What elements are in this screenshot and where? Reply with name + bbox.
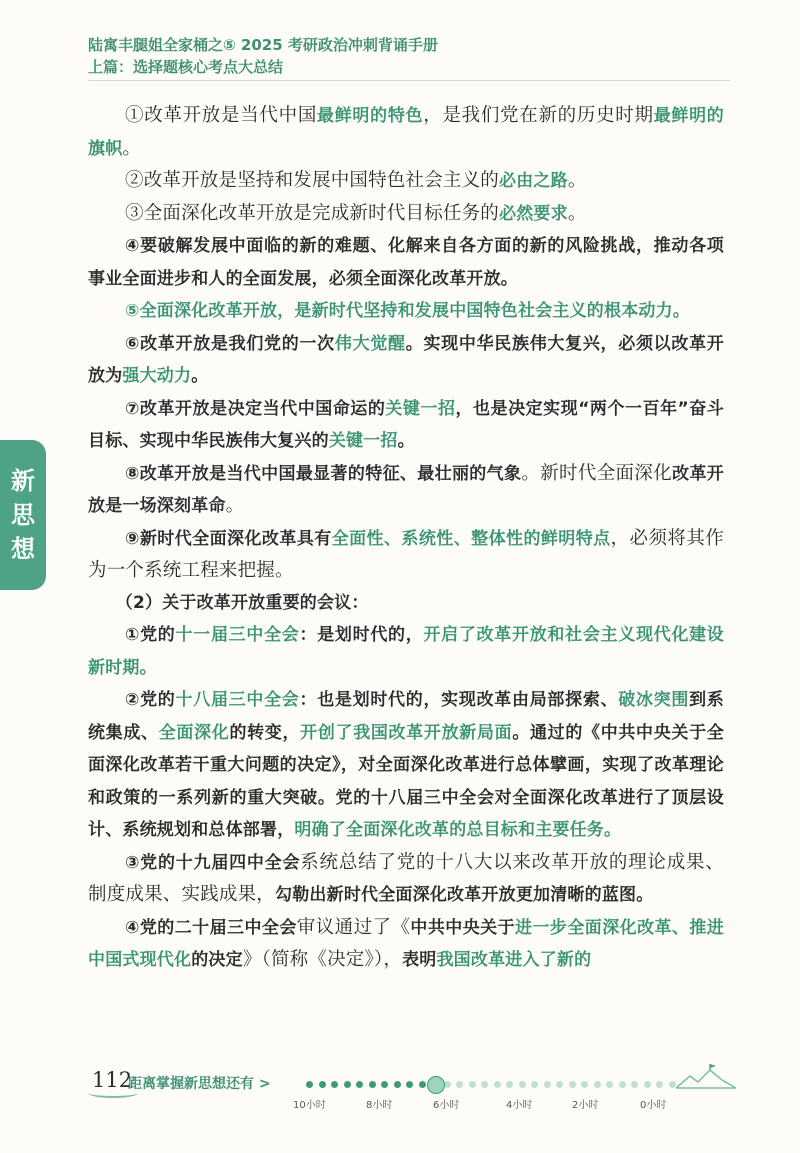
progress-dot — [331, 1081, 338, 1088]
progress-dot — [306, 1081, 313, 1088]
progress-dot — [556, 1081, 563, 1088]
header-section-title: 上篇：选择题核心考点大总结 — [88, 58, 284, 76]
footer-slogan: 距离掌握新思想还有 > — [128, 1076, 271, 1092]
mountain-icon — [676, 1064, 736, 1090]
progress-dot — [594, 1081, 601, 1088]
progress-dot — [669, 1081, 676, 1088]
progress-dot — [406, 1081, 413, 1088]
point-3: ③全面深化改革开放是完成新时代目标任务的必然要求。 — [125, 202, 587, 224]
progress-dot — [644, 1081, 651, 1088]
progress-dot — [456, 1081, 463, 1088]
progress-dot — [369, 1081, 376, 1088]
progress-dot — [519, 1081, 526, 1088]
progress-time-labels — [88, 1096, 738, 1110]
point-5: ⑤全面深化改革开放，是新时代坚持和发展中国特色社会主义的根本动力。 — [125, 301, 690, 321]
point-4: ④要破解发展中面临的新的难题、化解来自各方面的新的风险挑战，推动各项事业全面进步和人的全面发展，必须全面深化改革开放。 — [88, 236, 724, 289]
side-tab-new-thought — [0, 440, 46, 590]
point-9: ⑨新时代全面深化改革具有全面性、系统性、整体性的鲜明特点，必须将其作为一个系统工程来把握。 — [88, 527, 725, 581]
progress-dot — [506, 1081, 513, 1088]
progress-time-label: 6小时 — [433, 1100, 460, 1111]
progress-dot — [631, 1081, 638, 1088]
progress-track — [306, 1078, 706, 1092]
progress-time-label: 10小时 — [293, 1100, 326, 1111]
progress-dot — [381, 1081, 388, 1088]
point-1: ①改革开放是当代中国最鲜明的特色，是我们党在新的历史时期最鲜明的旗帜。 — [88, 105, 724, 159]
page-footer — [88, 1068, 738, 1118]
point-6: ⑥改革开放是我们党的一次伟大觉醒。实现中华民族伟大复兴，必须以改革开放为强大动力。 — [88, 333, 724, 386]
subheading-meetings: （2）关于改革开放重要的会议： — [115, 592, 369, 613]
progress-dot — [581, 1081, 588, 1088]
running-header — [88, 34, 438, 78]
progress-dot — [569, 1081, 576, 1088]
progress-dot — [544, 1081, 551, 1088]
progress-time-label: 0小时 — [640, 1100, 667, 1111]
progress-dot — [619, 1081, 626, 1088]
progress-dot — [344, 1081, 351, 1088]
progress-dot — [656, 1081, 663, 1088]
meeting-4: ④党的二十届三中全会审议通过了《中共中央关于进一步全面深化改革、推进中国式现代化的决定》（简称《决定》），表明我国改革进入了新的 — [88, 916, 725, 970]
progress-dot — [419, 1081, 426, 1088]
header-book-title: 陆寓丰腿姐全家桶之⑤ 2025 考研政治冲刺背诵手册 — [88, 36, 438, 54]
progress-dot — [469, 1081, 476, 1088]
progress-marker — [427, 1076, 445, 1094]
progress-time-label: 8小时 — [366, 1100, 393, 1111]
progress-time-label: 4小时 — [506, 1100, 533, 1111]
progress-dot — [494, 1081, 501, 1088]
meeting-1: ①党的十一届三中全会：是划时代的，开启了改革开放和社会主义现代化建设新时期。 — [88, 625, 725, 678]
progress-time-label: 2小时 — [572, 1100, 599, 1111]
point-8: ⑧改革开放是当代中国最显著的特征、最壮丽的气象。新时代全面深化改革开放是一场深刻革命。 — [88, 462, 724, 516]
page-number: 112 — [92, 1068, 133, 1092]
progress-dot — [394, 1081, 401, 1088]
progress-dot — [606, 1081, 613, 1088]
side-tab-char: 想 — [11, 535, 35, 563]
side-tab-char: 思 — [11, 501, 35, 529]
point-7: ⑦改革开放是决定当代中国命运的关键一招，也是决定实现“两个一百年”奋斗目标、实现中华民族伟大复兴的关键一招。 — [88, 398, 724, 451]
main-content — [88, 100, 724, 977]
meeting-2: ②党的十八届三中全会：也是划时代的，实现改革由局部探索、破冰突围到系统集成、全面深化的转变，开创了我国改革开放新局面。通过的《中共中央关于全面深化改革若干重大问题的决定》，对全面深化改革进行总体擘画，实现了改革理论和政策的一系列新的重大突破。党的十八届三中全会对全面深化改革进行了顶层设计、系统规划和总体部署，明确了全面深化改革的总目标和主要任务。 — [88, 690, 725, 840]
header-divider — [88, 80, 730, 81]
point-2: ②改革开放是坚持和发展中国特色社会主义的必由之路。 — [125, 170, 587, 191]
progress-dot — [531, 1081, 538, 1088]
progress-dot — [481, 1081, 488, 1088]
progress-dot — [356, 1081, 363, 1088]
side-tab-char: 新 — [11, 467, 35, 495]
meeting-3: ③党的十九届四中全会系统总结了党的十八大以来改革开放的理论成果、制度成果、实践成果，勾勒出新时代全面深化改革开放更加清晰的蓝图。 — [88, 851, 724, 905]
progress-dot — [319, 1081, 326, 1088]
